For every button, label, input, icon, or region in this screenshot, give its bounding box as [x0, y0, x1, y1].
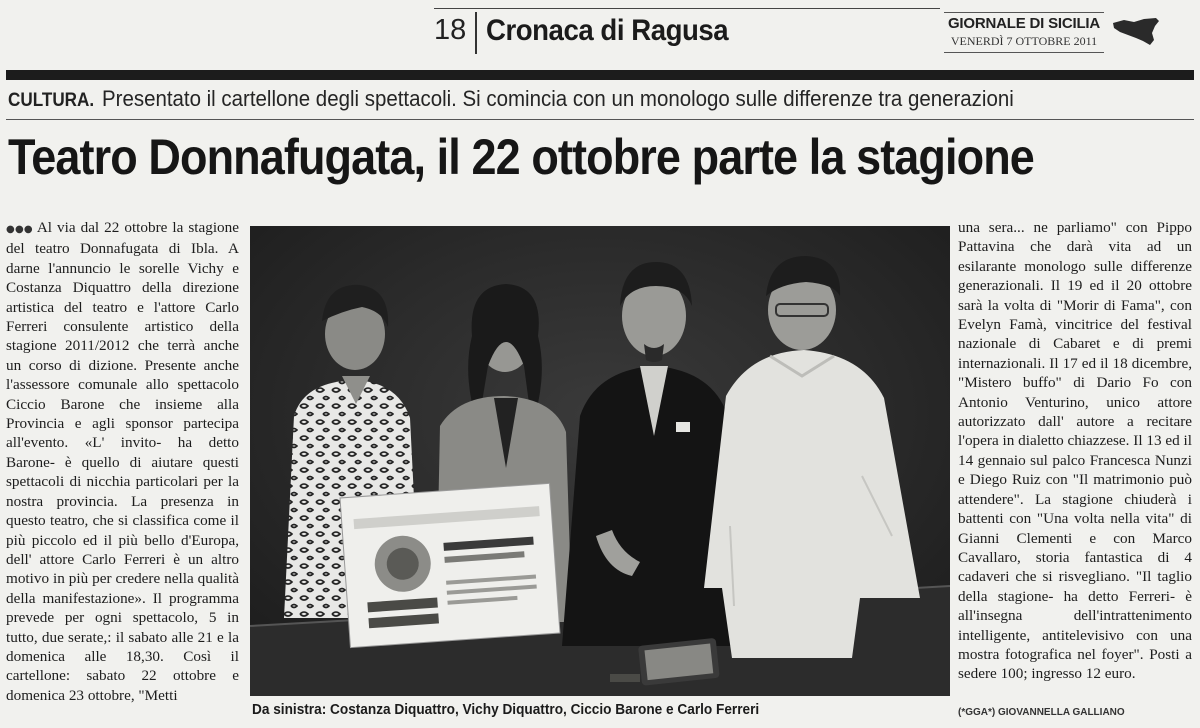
kicker-label: CULTURA. [8, 90, 95, 111]
header-heavy-rule [6, 70, 1194, 80]
header-top-rule [434, 8, 940, 9]
article-column-right [958, 218, 1192, 702]
lead-bullets: ●●● [6, 224, 33, 235]
photo-image [250, 226, 950, 696]
kicker-rule [6, 119, 1194, 120]
page-header [0, 0, 1200, 70]
article-column-left [6, 218, 239, 724]
newspaper-name: GIORNALE DI SICILIA [944, 12, 1104, 32]
left-column-text: Al via dal 22 ottobre la stagione del teatro Donnafugata di Ibla. A darne l'annuncio le sorelle Vichy e Costanza Diquattro della direzione artistica del teatro e l'attore Carlo Ferreri consulente artistico della stagione 2011/2012 che terrà anche un corso di dizione. Presente anche l'assessore comunale allo spettacolo Ciccio Barone che insieme alla Provincia e agli sponsor partecipa all'evento. «L' invito- ha detto Barone- è quello di aiutare questi spettacoli di nicchia particolari per la nostra provincia. La presenza in questo teatro, che si classifica come il più piccolo ed il più bello d'Europa, dell' attore Carlo Ferreri è un altro motivo in più per credere nella qualità della manifestazione». Il programma prevede per ogni spettacolo, 5 in tutto, due serate,: il sabato alle 21 e la domenica alle 18,30. Così il cartellone: sabato 22 ottobre e domenica 23 ottobre, "Metti [6, 219, 239, 704]
article-photo [250, 226, 950, 696]
page-number: 18 [434, 14, 467, 46]
section-title: Cronaca di Ragusa [486, 14, 729, 47]
masthead [944, 12, 1104, 53]
right-column-text: una sera... ne parliamo" con Pippo Pattavina che darà vita ad un esilarante monologo sulle differenze generazionali. Il 19 ed il 20 ottobre sarà la volta di "Morir di Fama", con Evelyn Famà, vincitrice del festival nazionale di Cabaret e di premi internazionali. Il 17 ed il 18 dicembre, "Mistero buffo" di Dario Fo con Antonio Venturino, unico attore autorizzato dall' autore a recitare l'opera in dialetto chiazzese. Il 13 ed il 14 gennaio sul palco Francesca Nunzi e Diego Ruiz con "Il matrimonio può attendere". La stagione chiuderà i battenti con "Una volta nella vita" di Gianni Clementi e con Marco Cavallaro, storia fantastica di 4 cadaveri che si risvegliano. "Il taglio della stagione- ha detto Ferreri- è all'insegna dell'intrattenimento intelligente, antitelevisivo con una mostra fotografica nel foyer". Posti a sedere 100; ingresso 12 euro. [958, 219, 1192, 683]
kicker-text: Presentato il cartellone degli spettacoli. Si comincia con un monologo sulle differenze tra generazioni [101, 86, 1014, 111]
photo-caption: Da sinistra: Costanza Diquattro, Vichy Diquattro, Ciccio Barone e Carlo Ferreri [252, 702, 760, 718]
sicily-map-icon [1110, 14, 1162, 48]
byline: (*GGA*) GIOVANNELLA GALLIANO [958, 707, 1125, 718]
issue-date: VENERDÌ 7 OTTOBRE 2011 [944, 34, 1104, 53]
article-headline: Teatro Donnafugata, il 22 ottobre parte la stagione [8, 129, 1034, 185]
header-divider [475, 12, 477, 54]
article-kicker [8, 86, 1196, 118]
